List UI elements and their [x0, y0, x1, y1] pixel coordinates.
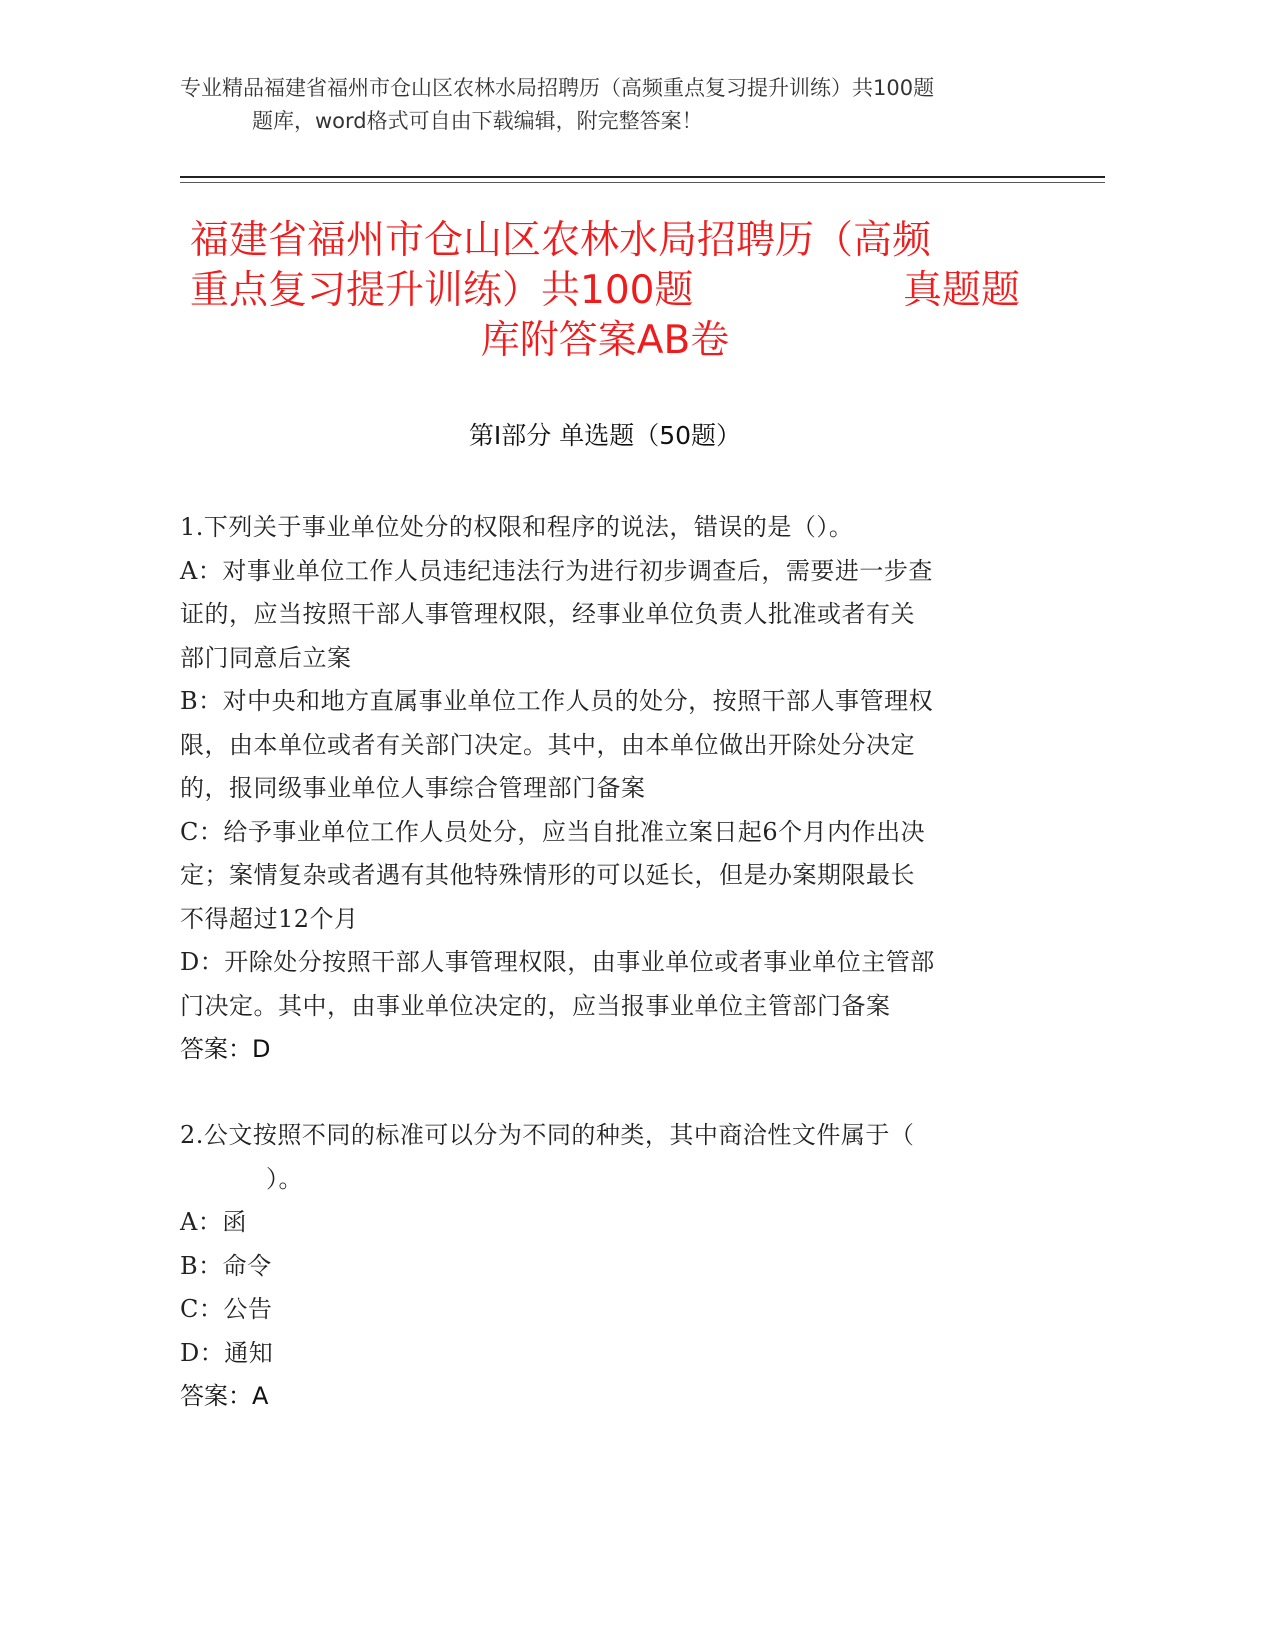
question-2 — [180, 1114, 1040, 1419]
question-1 — [180, 506, 1040, 1072]
title-line-1: 福建省福州市仓山区农林水局招聘历（高频 — [190, 218, 932, 263]
question-1-option-a-line-1: A：对事业单位工作人员违纪违法行为进行初步调查后，需要进一步查 — [180, 556, 933, 585]
title-line-3: 库附答案AB卷 — [480, 318, 730, 363]
question-2-stem-line-2: ）。 — [266, 1164, 303, 1193]
title-line-2-right: 真题题 — [902, 268, 1020, 313]
question-1-option-b-line-3: 的，报同级事业单位人事综合管理部门备案 — [180, 774, 646, 802]
title-line-2-left: 重点复习提升训练）共100题 — [190, 268, 694, 313]
question-2-stem-line-1: 2.公文按照不同的标准可以分为不同的种类，其中商洽性文件属于（ — [180, 1121, 915, 1149]
question-1-stem: 1.下列关于事业单位处分的权限和程序的说法，错误的是（）。 — [180, 513, 854, 541]
section-title: 第Ⅰ部分 单选题（50题） — [468, 421, 742, 450]
page-header — [180, 72, 1060, 138]
question-1-option-b-line-2: 限，由本单位或者有关部门决定。其中，由本单位做出开除处分决定 — [180, 730, 915, 759]
question-2-answer: 答案：A — [180, 1382, 269, 1410]
header-rule-thin — [180, 182, 1105, 183]
question-1-option-a-line-3: 部门同意后立案 — [180, 643, 352, 672]
question-2-option-b: B：命令 — [180, 1251, 272, 1280]
title-line-2 — [190, 266, 1020, 316]
question-2-option-d: D：通知 — [180, 1338, 274, 1367]
question-2-option-c: C：公告 — [180, 1295, 273, 1323]
document-title — [190, 216, 1020, 366]
question-1-option-c-line-3: 不得超过12个月 — [180, 904, 359, 933]
header-rule-thick — [180, 176, 1105, 178]
question-1-answer: 答案：D — [180, 1035, 271, 1063]
question-1-option-c-line-2: 定；案情复杂或者遇有其他特殊情形的可以延长，但是办案期限最长 — [180, 861, 915, 889]
question-1-option-b-line-1: B：对中央和地方直属事业单位工作人员的处分，按照干部人事管理权 — [180, 687, 934, 715]
header-line-2: 题库，word格式可自由下载编辑，附完整答案！ — [252, 109, 703, 133]
question-1-option-d-line-1: D：开除处分按照干部人事管理权限，由事业单位或者事业单位主管部 — [180, 948, 935, 976]
question-1-option-a-line-2: 证的，应当按照干部人事管理权限，经事业单位负责人批准或者有关 — [180, 600, 915, 628]
header-line-1: 专业精品福建省福州市仓山区农林水局招聘历（高频重点复习提升训练）共100题 — [180, 76, 935, 100]
question-2-option-a: A：函 — [180, 1208, 247, 1236]
question-1-option-c-line-1: C：给予事业单位工作人员处分，应当自批准立案日起6个月内作出决 — [180, 817, 926, 846]
question-1-option-d-line-2: 门决定。其中，由事业单位决定的，应当报事业单位主管部门备案 — [180, 991, 891, 1020]
